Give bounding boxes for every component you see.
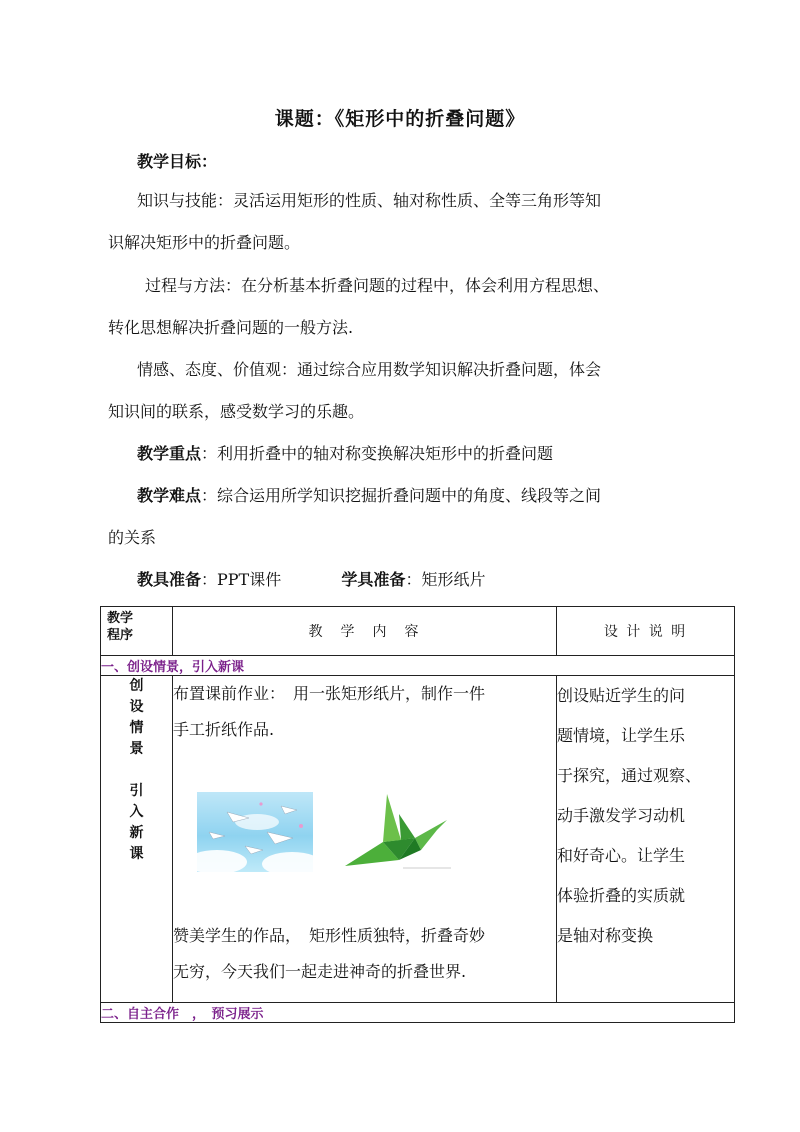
paper-crane-icon <box>343 790 453 872</box>
student-prep-text: ：矩形纸片 <box>405 570 486 589</box>
stage-char: 情 <box>129 720 144 736</box>
teacher-prep-label: 教具准备 <box>137 570 202 589</box>
teacher-prep-text: ：PPT课件 <box>201 570 282 589</box>
content-cell <box>173 676 557 1003</box>
key-point-label: 教学重点 <box>137 444 202 463</box>
stage-char: 引 <box>129 783 144 799</box>
student-prep-label: 学具准备 <box>341 570 406 589</box>
header-design: 设 计 说 明 <box>557 607 735 656</box>
difficulty-text: ：综合运用所学知识挖掘折叠问题中的角度、线段等之间 <box>201 486 602 505</box>
table-header-row <box>101 607 735 656</box>
design-note-line: 于探究，通过观察、 <box>557 766 702 785</box>
process-line-2: 转化思想解决折叠问题的一般方法. <box>108 318 354 337</box>
stage-char: 入 <box>129 804 144 820</box>
design-note-line: 和好奇心。让学生 <box>557 846 686 865</box>
stage-char: 创 <box>129 678 144 694</box>
section-title-1: 一、创设情景，引入新课 <box>101 656 735 676</box>
emotion-line-2: 知识间的联系，感受数学习的乐趣。 <box>108 402 365 421</box>
content-line-4: 无穷，今天我们一起走进神奇的折叠世界. <box>173 962 467 981</box>
page-title: 课题：《矩形中的折叠问题》 <box>274 108 526 130</box>
design-note-line: 题情境，让学生乐 <box>557 726 686 745</box>
section-row-1 <box>101 656 735 676</box>
stage-label <box>101 676 173 1003</box>
stage-char: 课 <box>129 846 144 862</box>
difficulty-line-1 <box>137 486 601 506</box>
paper-plane-icon <box>197 792 313 872</box>
header-procedure <box>101 607 173 656</box>
section-title-2: 二、自主合作 ， 预习展示 <box>101 1003 735 1023</box>
content-line-2: 手工折纸作品. <box>173 720 275 739</box>
stage-char: 设 <box>129 699 144 715</box>
design-note-line: 体验折叠的实质就 <box>557 886 686 905</box>
content-line-1: 布置课前作业： 用一张矩形纸片，制作一件 <box>173 684 486 703</box>
emotion-line-1: 情感、态度、价值观：通过综合应用数学知识解决折叠问题，体会 <box>137 360 602 379</box>
stage-gap <box>101 760 172 781</box>
design-note-line: 动手激发学习动机 <box>557 806 686 825</box>
objectives-heading: 教学目标： <box>137 152 218 171</box>
header-procedure-line-2: 程序 <box>107 628 134 643</box>
design-note-cell <box>557 676 735 1003</box>
stage-char: 新 <box>129 825 144 841</box>
paper-crane-image <box>343 790 453 872</box>
header-content: 教 学 内 容 <box>173 607 557 656</box>
prep-line <box>137 570 485 590</box>
content-line-3: 赞美学生的作品， 矩形性质独特，折叠奇妙 <box>173 926 486 945</box>
key-point-text: ：利用折叠中的轴对称变换解决矩形中的折叠问题 <box>201 444 554 463</box>
difficulty-label: 教学难点 <box>137 486 202 505</box>
table-row <box>101 676 735 1003</box>
knowledge-line-1: 知识与技能：灵活运用矩形的性质、轴对称性质、全等三角形等知 <box>137 191 602 210</box>
stage-char: 景 <box>129 741 144 757</box>
paper-planes-image <box>197 792 313 872</box>
knowledge-line-2: 识解决矩形中的折叠问题。 <box>108 233 301 252</box>
lesson-plan-table <box>100 606 735 1023</box>
design-note-line: 是轴对称变换 <box>557 926 654 945</box>
process-line-1: 过程与方法：在分析基本折叠问题的过程中，体会利用方程思想、 <box>145 276 610 295</box>
key-point <box>137 444 553 464</box>
section-row-2 <box>101 1003 735 1023</box>
difficulty-line-2: 的关系 <box>108 528 157 547</box>
header-procedure-line-1: 教学 <box>107 611 134 626</box>
example-images <box>197 790 556 872</box>
design-note-line: 创设贴近学生的问 <box>557 686 686 705</box>
